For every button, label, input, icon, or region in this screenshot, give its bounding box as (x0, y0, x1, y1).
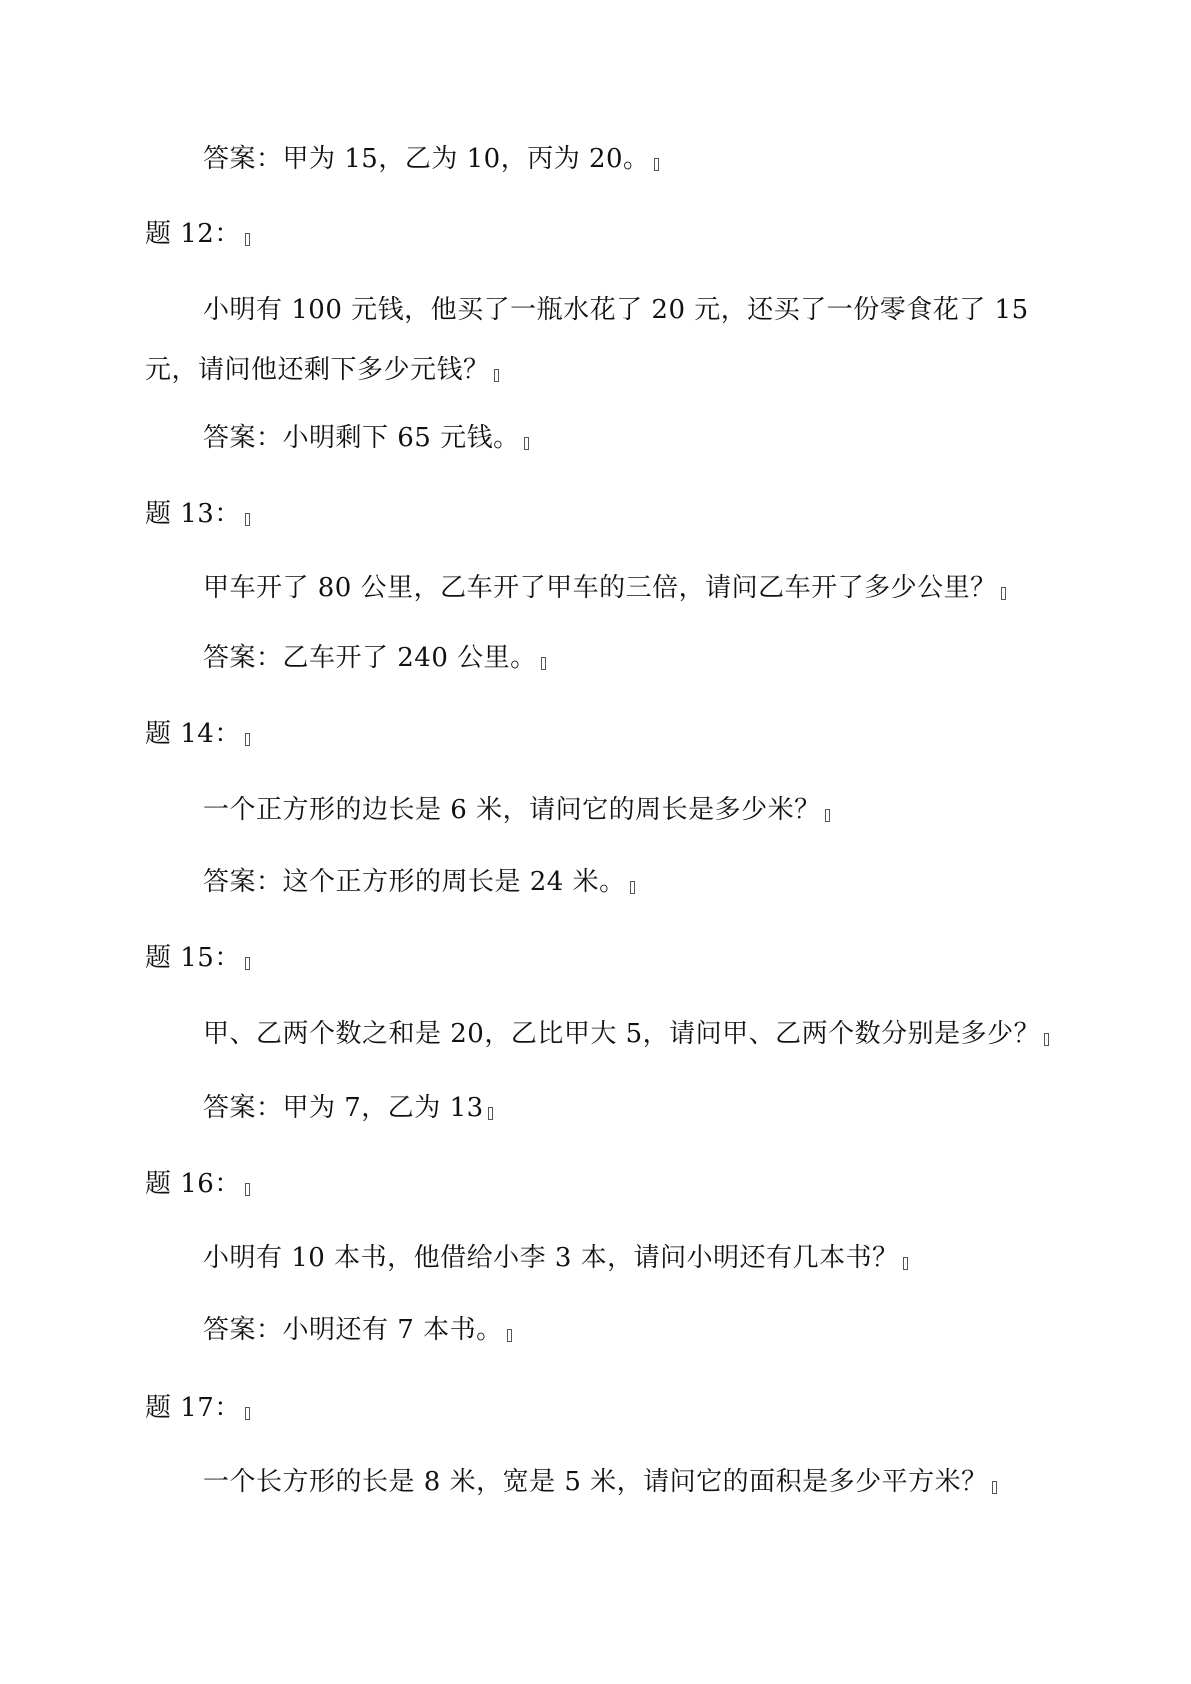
paragraph-mark-icon (488, 1107, 493, 1120)
question-15-text: 甲、乙两个数之和是 20，乙比甲大 5，请问甲、乙两个数分别是多少？ (203, 1016, 1049, 1052)
paragraph-mark-icon (245, 513, 250, 526)
question-16-text: 小明有 10 本书，他借给小李 3 本，请问小明还有几本书？ (203, 1240, 908, 1276)
paragraph-mark-icon (992, 1481, 997, 1494)
paragraph-mark-icon (245, 1407, 250, 1420)
question-13-text: 甲车开了 80 公里，乙车开了甲车的三倍，请问乙车开了多少公里？ (203, 570, 1006, 606)
question-16-heading: 题 16： (145, 1166, 250, 1202)
paragraph-mark-icon (1044, 1033, 1049, 1046)
question-15-heading: 题 15： (145, 940, 250, 976)
paragraph-mark-icon (245, 957, 250, 970)
question-13-heading: 题 13： (145, 496, 250, 532)
answer-15: 答案：甲为 7，乙为 13 (203, 1090, 493, 1126)
question-12-heading: 题 12： (145, 216, 250, 252)
paragraph-mark-icon (524, 437, 529, 450)
question-12-text-line-2: 元，请问他还剩下多少元钱？ (145, 352, 499, 388)
question-14-heading: 题 14： (145, 716, 250, 752)
paragraph-mark-icon (825, 809, 830, 822)
paragraph-mark-icon (245, 1183, 250, 1196)
paragraph-mark-icon (245, 733, 250, 746)
paragraph-mark-icon (1001, 587, 1006, 600)
answer-13: 答案：乙车开了 240 公里。 (203, 640, 546, 676)
paragraph-mark-icon (494, 369, 499, 382)
answer-14: 答案：这个正方形的周长是 24 米。 (203, 864, 635, 900)
paragraph-mark-icon (507, 1329, 512, 1342)
answer-16: 答案：小明还有 7 本书。 (203, 1312, 512, 1348)
question-17-heading: 题 17： (145, 1390, 250, 1426)
question-12-text-line-1: 小明有 100 元钱，他买了一瓶水花了 20 元，还买了一份零食花了 15 (203, 295, 1029, 325)
paragraph-mark-icon (654, 158, 659, 171)
paragraph-mark-icon (541, 657, 546, 670)
question-14-text: 一个正方形的边长是 6 米，请问它的周长是多少米？ (203, 792, 830, 828)
paragraph-mark-icon (903, 1257, 908, 1270)
answer-11: 答案：甲为 15，乙为 10，丙为 20。 (203, 141, 659, 177)
question-17-text: 一个长方形的长是 8 米，宽是 5 米，请问它的面积是多少平方米？ (203, 1464, 997, 1500)
answer-12: 答案：小明剩下 65 元钱。 (203, 420, 529, 456)
paragraph-mark-icon (245, 233, 250, 246)
paragraph-mark-icon (630, 881, 635, 894)
